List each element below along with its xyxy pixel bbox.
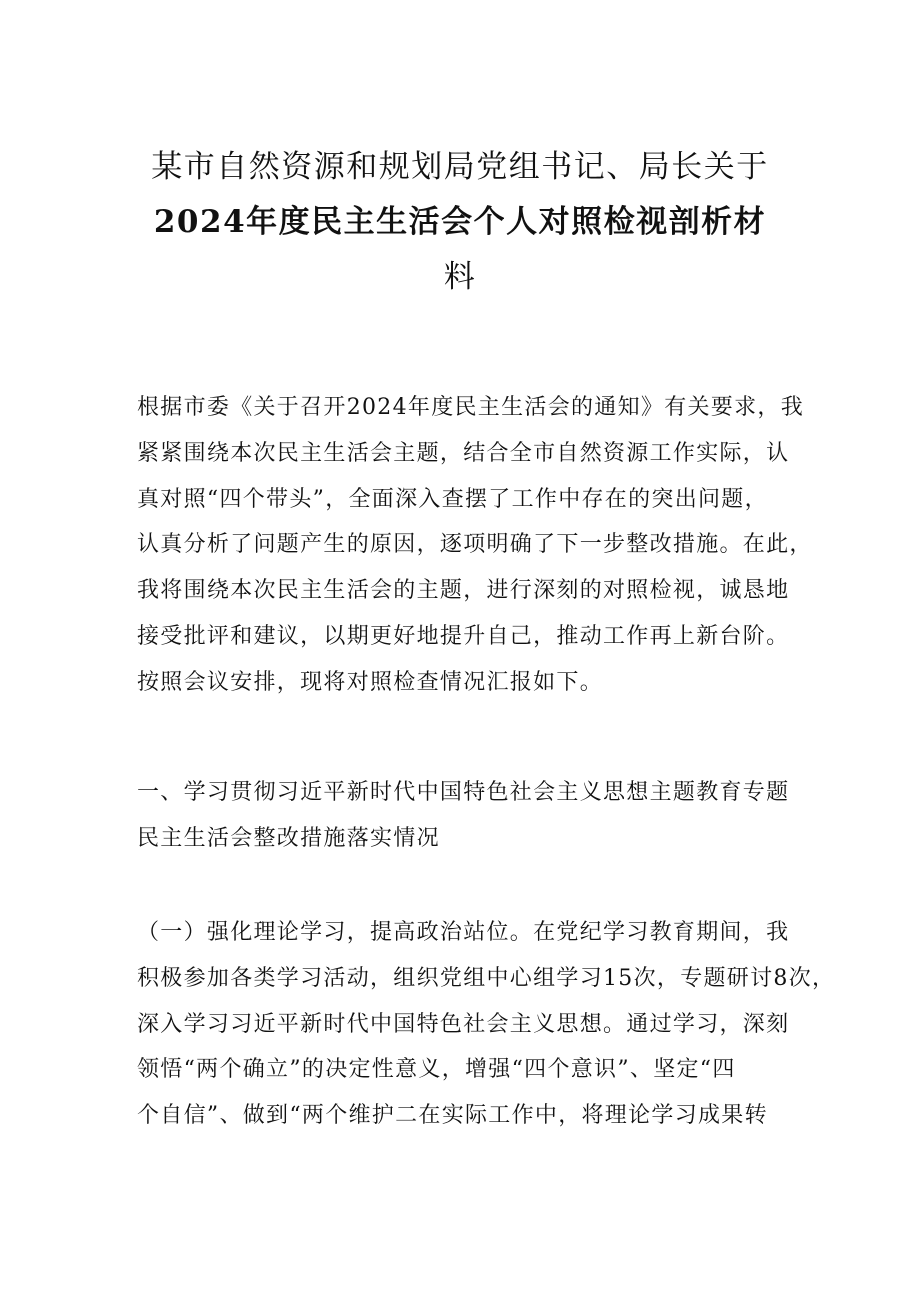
text-line: （一）强化理论学习，提高政治站位。在党纪学习教育期间，我 xyxy=(137,920,790,945)
text-line: 真对照“四个带头”，全面深入查摆了工作中存在的突出问题， xyxy=(137,486,768,512)
text-line: 根据市委《关于召开2024年度民主生活会的通知》有关要求，我 xyxy=(137,395,804,420)
text-line: 民主生活会整改措施落实情况 xyxy=(137,825,440,851)
title-line: 料 xyxy=(443,259,477,295)
section-heading xyxy=(137,770,797,862)
text-line: 个自信”、做到“两个维护二在实际工作中，将理论学习成果转 xyxy=(137,1103,768,1129)
body-paragraph xyxy=(137,910,836,1139)
text-line: 按照会议安排，现将对照检查情况汇报如下。 xyxy=(137,669,604,695)
title-line: 2024年度民主生活会个人对照检视剖析材 xyxy=(153,204,767,240)
text-line: 紧紧围绕本次民主生活会主题，结合全市自然资源工作实际，认 xyxy=(137,440,790,466)
text-line: 一、学习贯彻习近平新时代中国特色社会主义思想主题教育专题 xyxy=(137,780,790,805)
text-line: 认真分析了问题产生的原因，逐项明确了下一步整改措施。在此， xyxy=(137,532,813,558)
title-line: 某市自然资源和规划局党组书记、局长关于 xyxy=(151,149,769,185)
document-title xyxy=(130,140,790,305)
text-line: 深入学习习近平新时代中国特色社会主义思想。通过学习，深刻 xyxy=(137,1011,790,1037)
text-line: 领悟“两个确立”的决定性意义，增强“四个意识”、坚定“四 xyxy=(137,1057,736,1083)
intro-paragraph xyxy=(137,385,813,706)
text-line: 接受批评和建议，以期更好地提升自己，推动工作再上新台阶。 xyxy=(137,623,790,649)
text-line: 我将围绕本次民主生活会的主题，进行深刻的对照检视，诚恳地 xyxy=(137,578,790,604)
text-line: 积极参加各类学习活动，组织党组中心组学习15次，专题研讨8次， xyxy=(137,965,836,991)
